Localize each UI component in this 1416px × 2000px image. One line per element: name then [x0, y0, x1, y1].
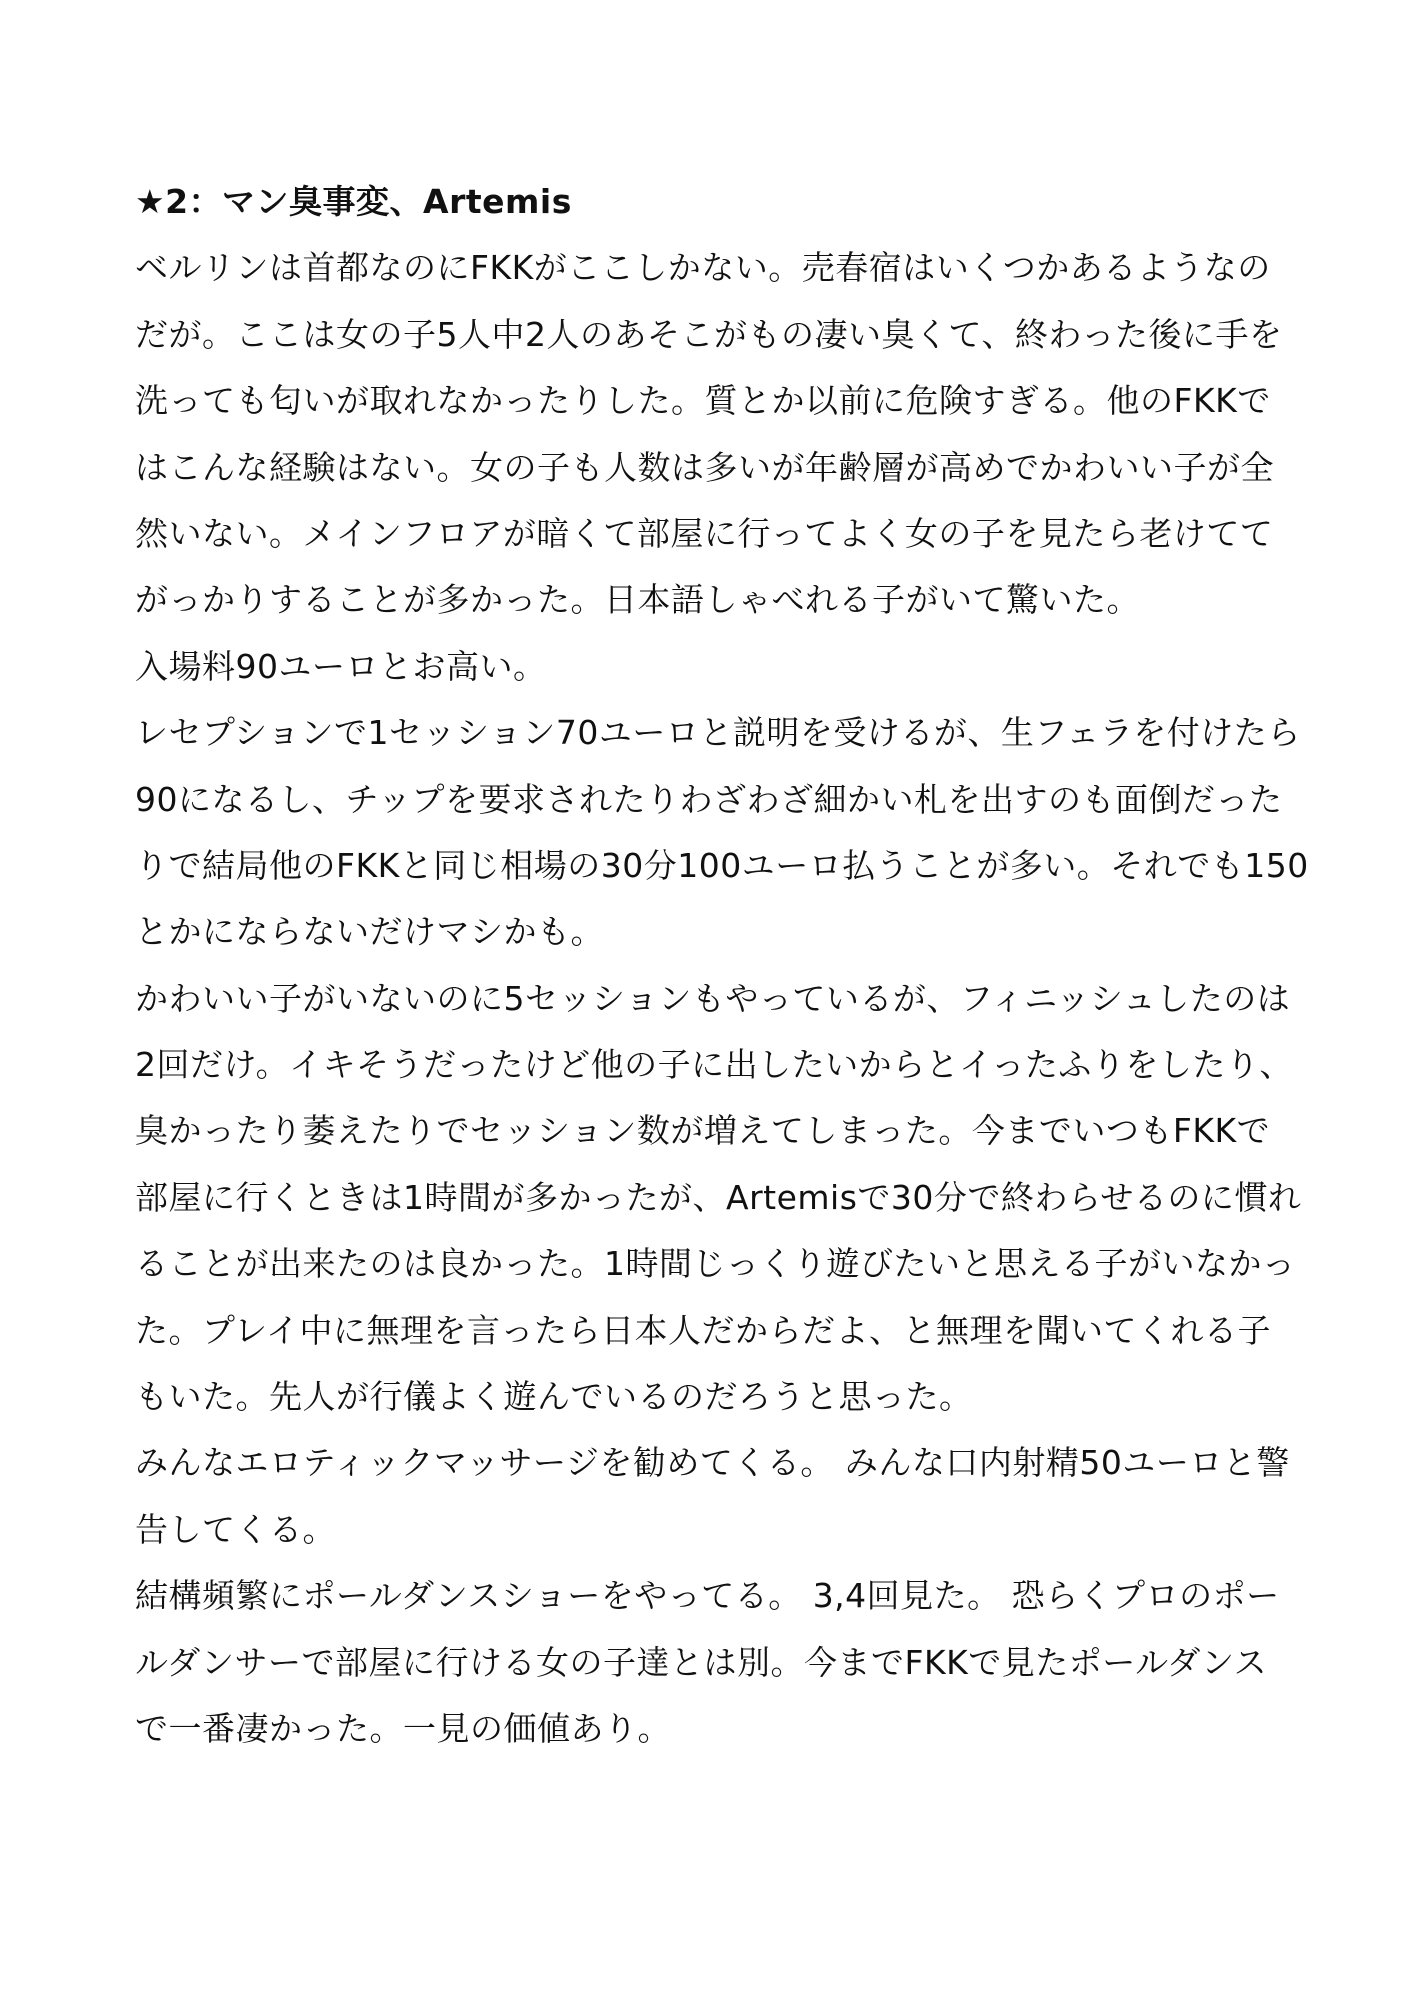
body-text [135, 235, 1309, 1762]
text-line: 入場料90ユーロとお高い。 [135, 646, 547, 686]
text-line: ベルリンは首都なのにFKKがここしかない。売春宿はいくつかあるようなの [135, 248, 1271, 288]
text-line: 2回だけ。イキそうだったけど他の子に出したいからとイったふりをしたり、 [135, 1045, 1293, 1085]
text-line: た。プレイ中に無理を言ったら日本人だからだよ、と無理を聞いてくれる子 [135, 1310, 1272, 1350]
text-line: 告してくる。 [135, 1509, 336, 1549]
section-heading: ★2：マン臭事変、Artemis [135, 182, 572, 221]
text-line: 90になるし、チップを要求されたりわざわざ細かい札を出すのも面倒だった [135, 779, 1283, 819]
text-line: ルダンサーで部屋に行ける女の子達とは別。今までFKKで見たポールダンス [135, 1642, 1268, 1682]
text-line: 結構頻繁にポールダンスショーをやってる。 3,4回見た。 恐らくプロのポー [135, 1576, 1280, 1616]
text-line: で一番凄かった。一見の価値あり。 [135, 1708, 671, 1748]
text-line: もいた。先人が行儀よく遊んでいるのだろうと思った。 [135, 1377, 973, 1417]
text-line: 洗っても匂いが取れなかったりした。質とか以前に危険すぎる。他のFKKで [135, 381, 1271, 421]
text-line: はこんな経験はない。女の子も人数は多いが年齢層が高めでかわいい子が全 [135, 447, 1274, 487]
text-line: 臭かったり萎えたりでセッション数が増えてしまった。今までいつもFKKで [135, 1111, 1271, 1151]
text-line: りで結局他のFKKと同じ相場の30分100ユーロ払うことが多い。それでも150 [135, 845, 1309, 885]
text-line: だが。ここは女の子5人中2人のあそこがもの凄い臭くて、終わった後に手を [135, 314, 1283, 354]
text-line: 然いない。メインフロアが暗くて部屋に行ってよく女の子を見たら老けてて [135, 513, 1274, 553]
text-block [135, 169, 1309, 1762]
text-line: みんなエロティックマッサージを勧めてくる。 みんな口内射精50ユーロと警 [135, 1443, 1290, 1483]
text-line: かわいい子がいないのに5セッションもやっているが、フィニッシュしたのは [135, 978, 1291, 1018]
text-line: とかにならないだけマシかも。 [135, 912, 604, 952]
text-line: がっかりすることが多かった。日本語しゃべれる子がいて驚いた。 [135, 580, 1140, 620]
text-line: レセプションで1セッション70ユーロと説明を受けるが、生フェラを付けたら [135, 713, 1301, 753]
text-line: ることが出来たのは良かった。1時間じっくり遊びたいと思える子がいなかっ [135, 1244, 1296, 1284]
text-line: 部屋に行くときは1時間が多かったが、Artemisで30分で終わらせるのに慣れ [135, 1177, 1302, 1217]
